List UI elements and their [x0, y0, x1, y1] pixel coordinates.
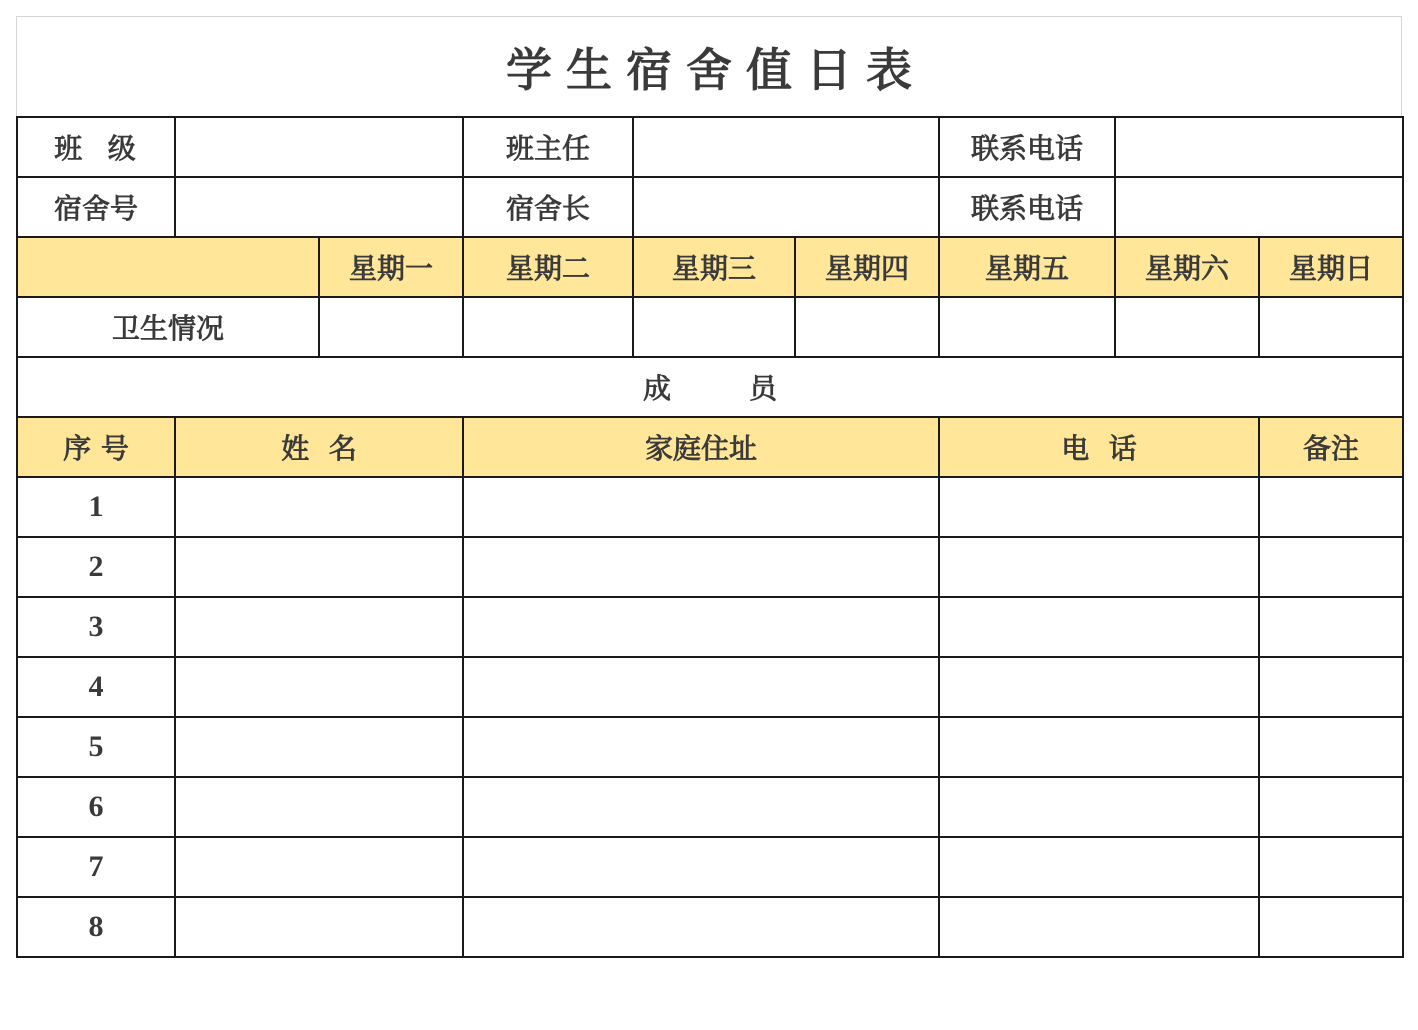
hygiene-row [17, 297, 1403, 357]
hygiene-cell-sat[interactable] [1115, 297, 1259, 357]
phone-value-cell-1[interactable] [1115, 117, 1403, 177]
table-row [17, 837, 1403, 897]
row-phone-cell[interactable] [939, 837, 1259, 897]
row-phone-cell[interactable] [939, 657, 1259, 717]
row-note-cell[interactable] [1259, 657, 1403, 717]
row-address-cell[interactable] [463, 477, 939, 537]
row-phone-cell[interactable] [939, 897, 1259, 957]
row-index: 3 [17, 597, 175, 657]
page-title: 学生宿舍值日表 [506, 42, 926, 97]
row-index: 4 [17, 657, 175, 717]
info-row-2 [17, 177, 1403, 237]
table-row [17, 717, 1403, 777]
row-phone-cell[interactable] [939, 717, 1259, 777]
row-note-cell[interactable] [1259, 777, 1403, 837]
teacher-label: 班主任 [463, 117, 633, 177]
table-row [17, 477, 1403, 537]
members-title-row [17, 357, 1403, 417]
row-address-cell[interactable] [463, 777, 939, 837]
row-index: 2 [17, 537, 175, 597]
class-value-cell[interactable] [175, 117, 463, 177]
row-index: 7 [17, 837, 175, 897]
table-row [17, 897, 1403, 957]
row-phone-cell[interactable] [939, 477, 1259, 537]
weekday-mon: 星期一 [319, 237, 463, 297]
weekday-corner-cell [17, 237, 319, 297]
member-header-row [17, 417, 1403, 477]
weekday-sat: 星期六 [1115, 237, 1259, 297]
leader-value-cell[interactable] [633, 177, 939, 237]
phone-value-cell-2[interactable] [1115, 177, 1403, 237]
weekday-header-row [17, 237, 1403, 297]
row-note-cell[interactable] [1259, 837, 1403, 897]
header-index: 序 号 [17, 417, 175, 477]
row-phone-cell[interactable] [939, 537, 1259, 597]
header-phone: 电 话 [939, 417, 1259, 477]
row-name-cell[interactable] [175, 777, 463, 837]
weekday-thu: 星期四 [795, 237, 939, 297]
weekday-fri: 星期五 [939, 237, 1115, 297]
weekday-wed: 星期三 [633, 237, 795, 297]
room-label: 宿舍号 [17, 177, 175, 237]
row-phone-cell[interactable] [939, 597, 1259, 657]
row-index: 6 [17, 777, 175, 837]
row-phone-cell[interactable] [939, 777, 1259, 837]
header-name: 姓 名 [175, 417, 463, 477]
table-row [17, 537, 1403, 597]
row-note-cell[interactable] [1259, 717, 1403, 777]
weekday-tue: 星期二 [463, 237, 633, 297]
row-name-cell[interactable] [175, 837, 463, 897]
row-index: 5 [17, 717, 175, 777]
hygiene-cell-fri[interactable] [939, 297, 1115, 357]
row-name-cell[interactable] [175, 537, 463, 597]
table-row [17, 657, 1403, 717]
hygiene-cell-thu[interactable] [795, 297, 939, 357]
duty-table [16, 116, 1404, 958]
room-value-cell[interactable] [175, 177, 463, 237]
members-label: 成 员 [17, 357, 1403, 417]
row-note-cell[interactable] [1259, 537, 1403, 597]
row-note-cell[interactable] [1259, 597, 1403, 657]
class-label: 班 级 [17, 117, 175, 177]
info-row-1 [17, 117, 1403, 177]
title-bar [16, 16, 1402, 116]
hygiene-label: 卫生情况 [17, 297, 319, 357]
row-name-cell[interactable] [175, 477, 463, 537]
row-address-cell[interactable] [463, 837, 939, 897]
weekday-sun: 星期日 [1259, 237, 1403, 297]
hygiene-cell-wed[interactable] [633, 297, 795, 357]
leader-label: 宿舍长 [463, 177, 633, 237]
row-name-cell[interactable] [175, 897, 463, 957]
hygiene-cell-tue[interactable] [463, 297, 633, 357]
row-name-cell[interactable] [175, 657, 463, 717]
row-name-cell[interactable] [175, 717, 463, 777]
header-address: 家庭住址 [463, 417, 939, 477]
phone-label-1: 联系电话 [939, 117, 1115, 177]
row-address-cell[interactable] [463, 897, 939, 957]
table-row [17, 777, 1403, 837]
row-index: 1 [17, 477, 175, 537]
row-index: 8 [17, 897, 175, 957]
header-note: 备注 [1259, 417, 1403, 477]
phone-label-2: 联系电话 [939, 177, 1115, 237]
duty-sheet [16, 16, 1402, 958]
hygiene-cell-mon[interactable] [319, 297, 463, 357]
row-name-cell[interactable] [175, 597, 463, 657]
row-note-cell[interactable] [1259, 897, 1403, 957]
row-address-cell[interactable] [463, 657, 939, 717]
teacher-value-cell[interactable] [633, 117, 939, 177]
row-address-cell[interactable] [463, 597, 939, 657]
row-address-cell[interactable] [463, 537, 939, 597]
row-address-cell[interactable] [463, 717, 939, 777]
member-rows [17, 477, 1403, 957]
hygiene-cell-sun[interactable] [1259, 297, 1403, 357]
table-row [17, 597, 1403, 657]
row-note-cell[interactable] [1259, 477, 1403, 537]
